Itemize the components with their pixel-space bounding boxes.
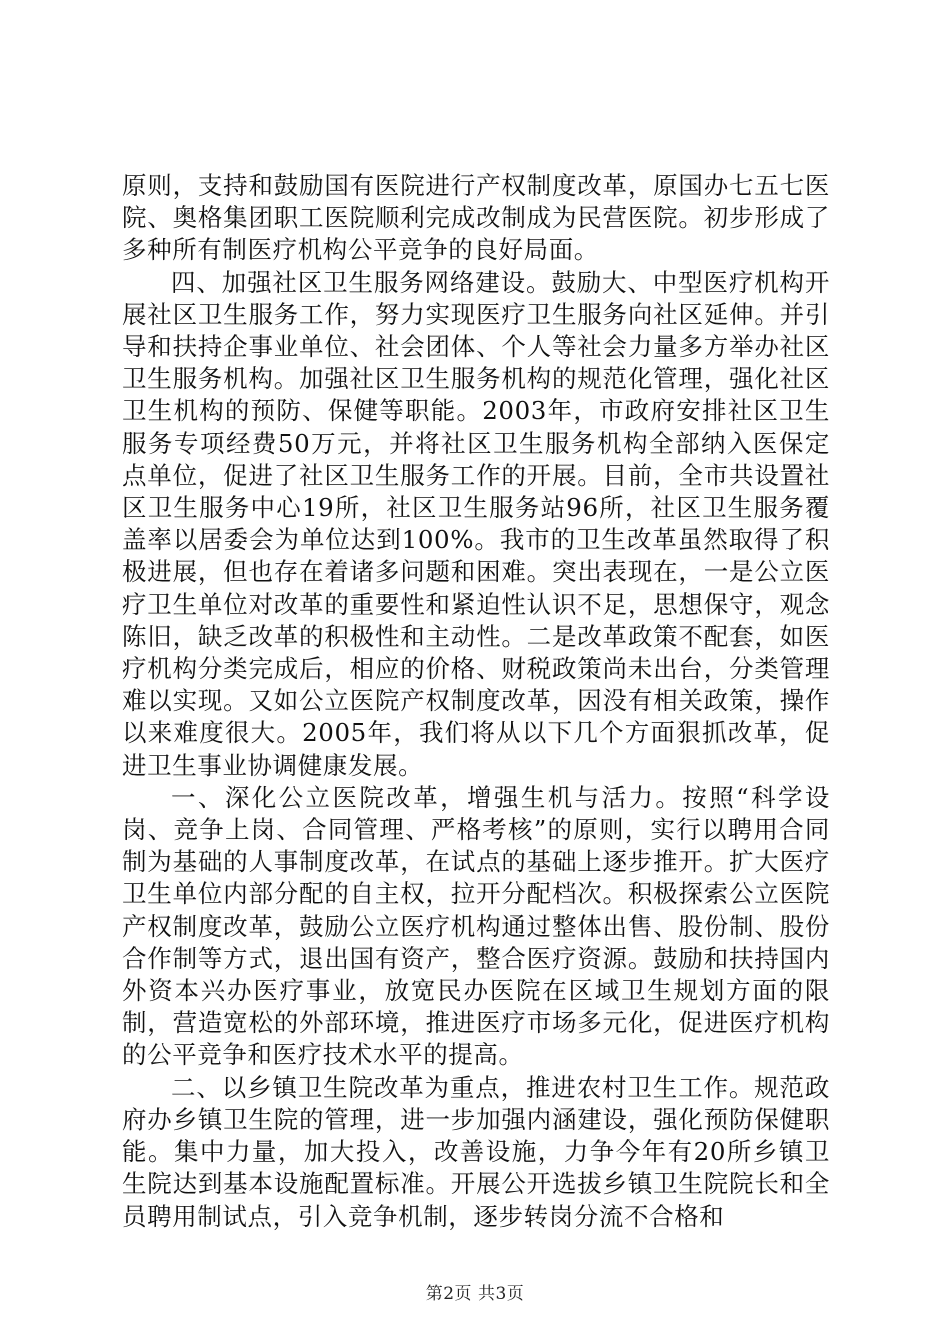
paragraph-item-two: 二、以乡镇卫生院改革为重点，推进农村卫生工作。规范政府办乡镇卫生院的管理，进一步加强内涵建设，强化预防保健职能。集中力量，加大投入，改善设施，力争今年有20所乡镇卫生院达到基本设施配置标准。开展公开选拔乡镇卫生院院长和全员聘用制试点，引入竞争机制，逐步转岗分流不合格和 (122, 1072, 830, 1231)
paragraph-continuation: 原则，支持和鼓励国有医院进行产权制度改革，原国办七五七医院、奥格集团职工医院顺利完成改制成为民营医院。初步形成了多种所有制医疗机构公平竞争的良好局面。 (122, 171, 830, 265)
page-footer: 第2页 共3页 (425, 1284, 525, 1304)
paragraph-section-four: 四、加强社区卫生服务网络建设。鼓励大、中型医疗机构开展社区卫生服务工作，努力实现医疗卫生服务向社区延伸。并引导和扶持企事业单位、社会团体、个人等社会力量多方举办社区卫生服务机构。加强社区卫生服务机构的规范化管理，强化社区卫生机构的预防、保健等职能。2003年，市政府安排社区卫生服务专项经费50万元，并将社区卫生服务机构全部纳入医保定点单位，促进了社区卫生服务工作的开展。目前，全市共设置社区卫生服务中心19所，社区卫生服务站96所，社区卫生服务覆盖率以居委会为单位达到100%。我市的卫生改革虽然取得了积极进展，但也存在着诸多问题和困难。突出表现在，一是公立医疗卫生单位对改革的重要性和紧迫性认识不足，思想保守，观念陈旧，缺乏改革的积极性和主动性。二是改革政策不配套，如医疗机构分类完成后，相应的价格、财税政策尚未出台，分类管理难以实现。又如公立医院产权制度改革，因没有相关政策，操作以来难度很大。2005年，我们将从以下几个方面狠抓改革，促进卫生事业协调健康发展。 (122, 267, 830, 780)
paragraph-item-one: 一、深化公立医院改革，增强生机与活力。按照“科学设岗、竞争上岗、合同管理、严格考核”的原则，实行以聘用合同制为基础的人事制度改革，在试点的基础上逐步推开。扩大医疗卫生单位内部分配的自主权，拉开分配档次。积极探索公立医院产权制度改革，鼓励公立医疗机构通过整体出售、股份制、股份合作制等方式，退出国有资产，整合医疗资源。鼓励和扶持国内外资本兴办医疗事业，放宽民办医院在区域卫生规划方面的限制，营造宽松的外部环境，推进医疗市场多元化，促进医疗机构的公平竞争和医疗技术水平的提高。 (122, 782, 830, 1070)
document-body (122, 170, 830, 1233)
